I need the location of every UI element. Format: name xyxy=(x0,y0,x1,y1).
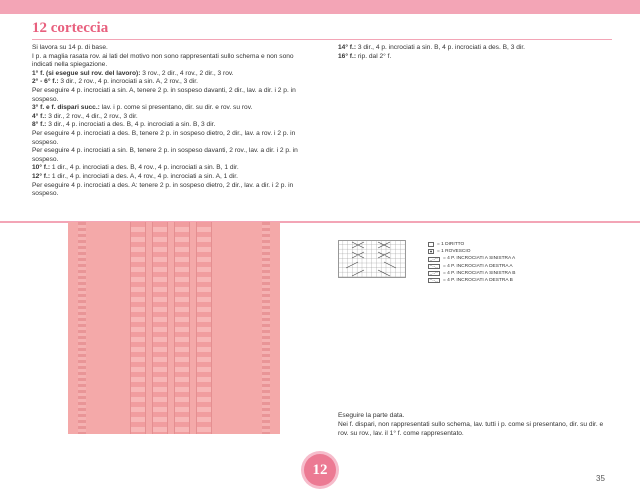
instruction-text: 1 dir., 4 p. incrociati a des. B, 4 rov., 4 p. incrociati a sin. B, 1 dir. xyxy=(50,164,239,172)
stitch-symbol-icon xyxy=(428,271,440,276)
row-label: 1° f. (si esegue sul rov. del lavoro): xyxy=(32,69,141,77)
stitch-symbol-icon xyxy=(428,278,440,283)
instruction-text: Per eseguire 4 p. incrociati a sin. A, tenere 2 p. in sospeso davanti, 2 dir., lav. a dir. i 2 p. in sospeso. xyxy=(32,86,296,103)
swatch-border-left xyxy=(78,222,86,434)
row-label: 10° f.: xyxy=(32,164,51,172)
cable-strand xyxy=(196,222,212,434)
instruction-paragraph xyxy=(32,182,304,199)
row-label: 8° f.: xyxy=(32,121,47,129)
pattern-title: 12 corteccia xyxy=(32,20,109,36)
row-label: 16° f.: xyxy=(338,52,357,60)
instructions-right-column xyxy=(338,44,610,61)
chart-legend xyxy=(428,241,515,284)
legend-label: = 4 P. INCROCIATI A SINISTRA B xyxy=(443,270,516,276)
page-number: 35 xyxy=(596,474,605,483)
instruction-text: I p. a maglia rasata rov. ai lati del motivo non sono rappresentati sullo schema e non sono indicati nella spiegazione. xyxy=(32,52,294,69)
instructions-left-column xyxy=(32,44,304,199)
instruction-text: 3 dir., 4 p. incrociati a des. B, 4 p. incrociati a sin. B, 3 dir. xyxy=(46,121,216,129)
stitch-symbol-icon xyxy=(428,264,440,269)
instruction-paragraph xyxy=(32,44,304,53)
instruction-paragraph xyxy=(32,147,304,164)
cable-strand xyxy=(130,222,146,434)
instruction-paragraph xyxy=(32,87,304,104)
legend-label: = 1 ROVESCIO xyxy=(437,249,471,255)
legend-row xyxy=(428,270,515,277)
row-label: 12° f.: xyxy=(32,172,51,180)
note-line: Nei f. dispari, non rappresentati sullo schema, lav. tutti i p. come si presentano, dir. su dir. e rov. su rov., lav. il 1° f. come rappresentato. xyxy=(338,420,604,437)
pattern-number-badge: 12 xyxy=(304,454,336,486)
instruction-text: 3 rov., 2 dir., 4 rov., 2 dir., 3 rov. xyxy=(140,69,234,77)
instruction-paragraph xyxy=(32,173,304,182)
cable-strand xyxy=(174,222,190,434)
stitch-symbol-icon xyxy=(428,242,434,247)
instruction-text: 3 dir., 2 rov., 4 p. incrociati a sin. A, 2 rov., 3 dir. xyxy=(58,78,198,86)
chart-note xyxy=(338,412,610,438)
legend-label: = 4 P. INCROCIATI A DESTRA A xyxy=(443,263,513,269)
instruction-paragraph xyxy=(32,130,304,147)
row-label: 4° f.: xyxy=(32,112,47,120)
top-band xyxy=(0,0,640,14)
instruction-text: lav. i p. come si presentano, dir. su dir. e rov. su rov. xyxy=(99,104,253,112)
legend-row xyxy=(428,255,515,262)
legend-label: = 4 P. INCROCIATI A SINISTRA A xyxy=(443,256,516,262)
instruction-text: Per eseguire 4 p. incrociati a des. A: tenere 2 p. in sospeso dietro, 2 dir., lav. a dir. i 2 p. in sospeso. xyxy=(32,181,294,198)
instruction-paragraph xyxy=(32,78,304,87)
legend-row xyxy=(428,277,515,284)
stitch-symbol-icon xyxy=(428,257,440,262)
instruction-paragraph xyxy=(338,44,610,53)
knit-swatch-photo xyxy=(68,222,280,434)
row-label: 14° f.: xyxy=(338,44,357,51)
stitch-symbol-icon xyxy=(428,249,434,254)
instruction-text: rip. dal 2° f. xyxy=(356,52,392,60)
row-label: 2° - 6° f.: xyxy=(32,78,59,86)
instruction-text: 1 dir., 4 p. incrociati a des. A, 4 rov., 4 p. incrociati a sin. A, 1 dir. xyxy=(50,172,238,180)
instruction-text: Per eseguire 4 p. incrociati a sin. B, tenere 2 p. in sospeso davanti, 2 rov., lav. a dir. i 2 p. in sospeso. xyxy=(32,147,298,163)
instruction-text: Per eseguire 4 p. incrociati a des. B, tenere 2 p. in sospeso dietro, 2 dir., lav. a rov. i 2 p. in sospeso. xyxy=(32,129,296,146)
instruction-paragraph xyxy=(32,121,304,130)
instruction-paragraph xyxy=(338,53,610,62)
legend-label: = 1 DIRITTO xyxy=(437,242,465,247)
instruction-text: 3 dir., 4 p. incrociati a sin. B, 4 p. incrociati a des. B, 3 dir. xyxy=(356,44,525,51)
legend-row xyxy=(428,248,515,255)
instruction-text: 3 dir., 2 rov., 4 dir., 2 rov., 3 dir. xyxy=(46,112,138,120)
legend-row xyxy=(428,263,515,270)
stitch-chart xyxy=(338,240,406,278)
legend-label: = 4 P. INCROCIATI A DESTRA B xyxy=(443,278,513,284)
instruction-paragraph xyxy=(32,104,304,113)
cable-strand xyxy=(152,222,168,434)
title-divider xyxy=(32,39,612,40)
note-line: Eseguire la parte data. xyxy=(338,412,405,419)
instruction-text: Si lavora su 14 p. di base. xyxy=(32,44,108,51)
swatch-border-right xyxy=(262,222,270,434)
row-label: 3° f. e f. dispari succ.: xyxy=(32,104,100,112)
instruction-paragraph xyxy=(32,53,304,70)
legend-row xyxy=(428,241,515,248)
instruction-paragraph xyxy=(32,164,304,173)
